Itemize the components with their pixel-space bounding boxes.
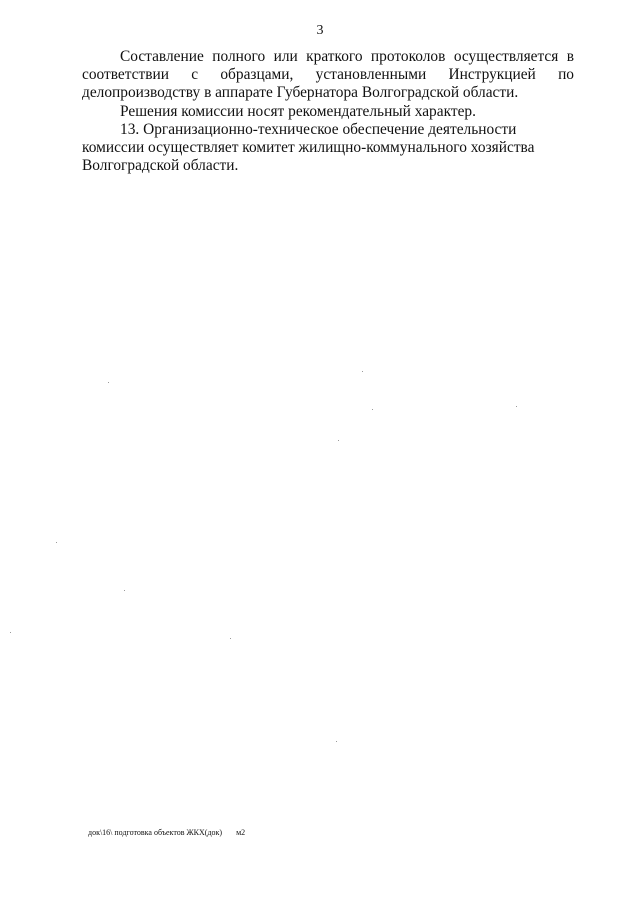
scan-speck	[516, 406, 517, 407]
scan-speck	[108, 382, 109, 383]
scan-speck	[362, 371, 363, 372]
scan-speck	[338, 440, 339, 441]
document-footer	[88, 828, 245, 838]
document-body	[82, 48, 574, 175]
scan-speck	[10, 632, 11, 633]
paragraph-protocol-drafting: Составление полного или краткого протоколов осуществляется в соответствии с образцами, установленными Инструкцией по делопроизводству в аппарате Губернатора Волгоградской области.	[82, 48, 574, 102]
paragraph-recommendations: Решения комиссии носят рекомендательный характер.	[120, 102, 476, 120]
page-number: 3	[316, 23, 324, 38]
scan-speck	[230, 638, 231, 639]
scan-speck	[372, 409, 373, 410]
footer-file-path: док\16\ подготовка объектов ЖКХ(док)	[88, 828, 223, 837]
scan-speck	[124, 590, 125, 591]
footer-code: м2	[236, 828, 246, 837]
scan-speck	[336, 741, 337, 742]
scan-speck	[56, 542, 57, 543]
paragraph-item-13: 13. Организационно-техническое обеспечение деятельности комиссии осуществляет комитет жилищно-коммунального хозяйства Волгоградской области.	[82, 120, 535, 175]
